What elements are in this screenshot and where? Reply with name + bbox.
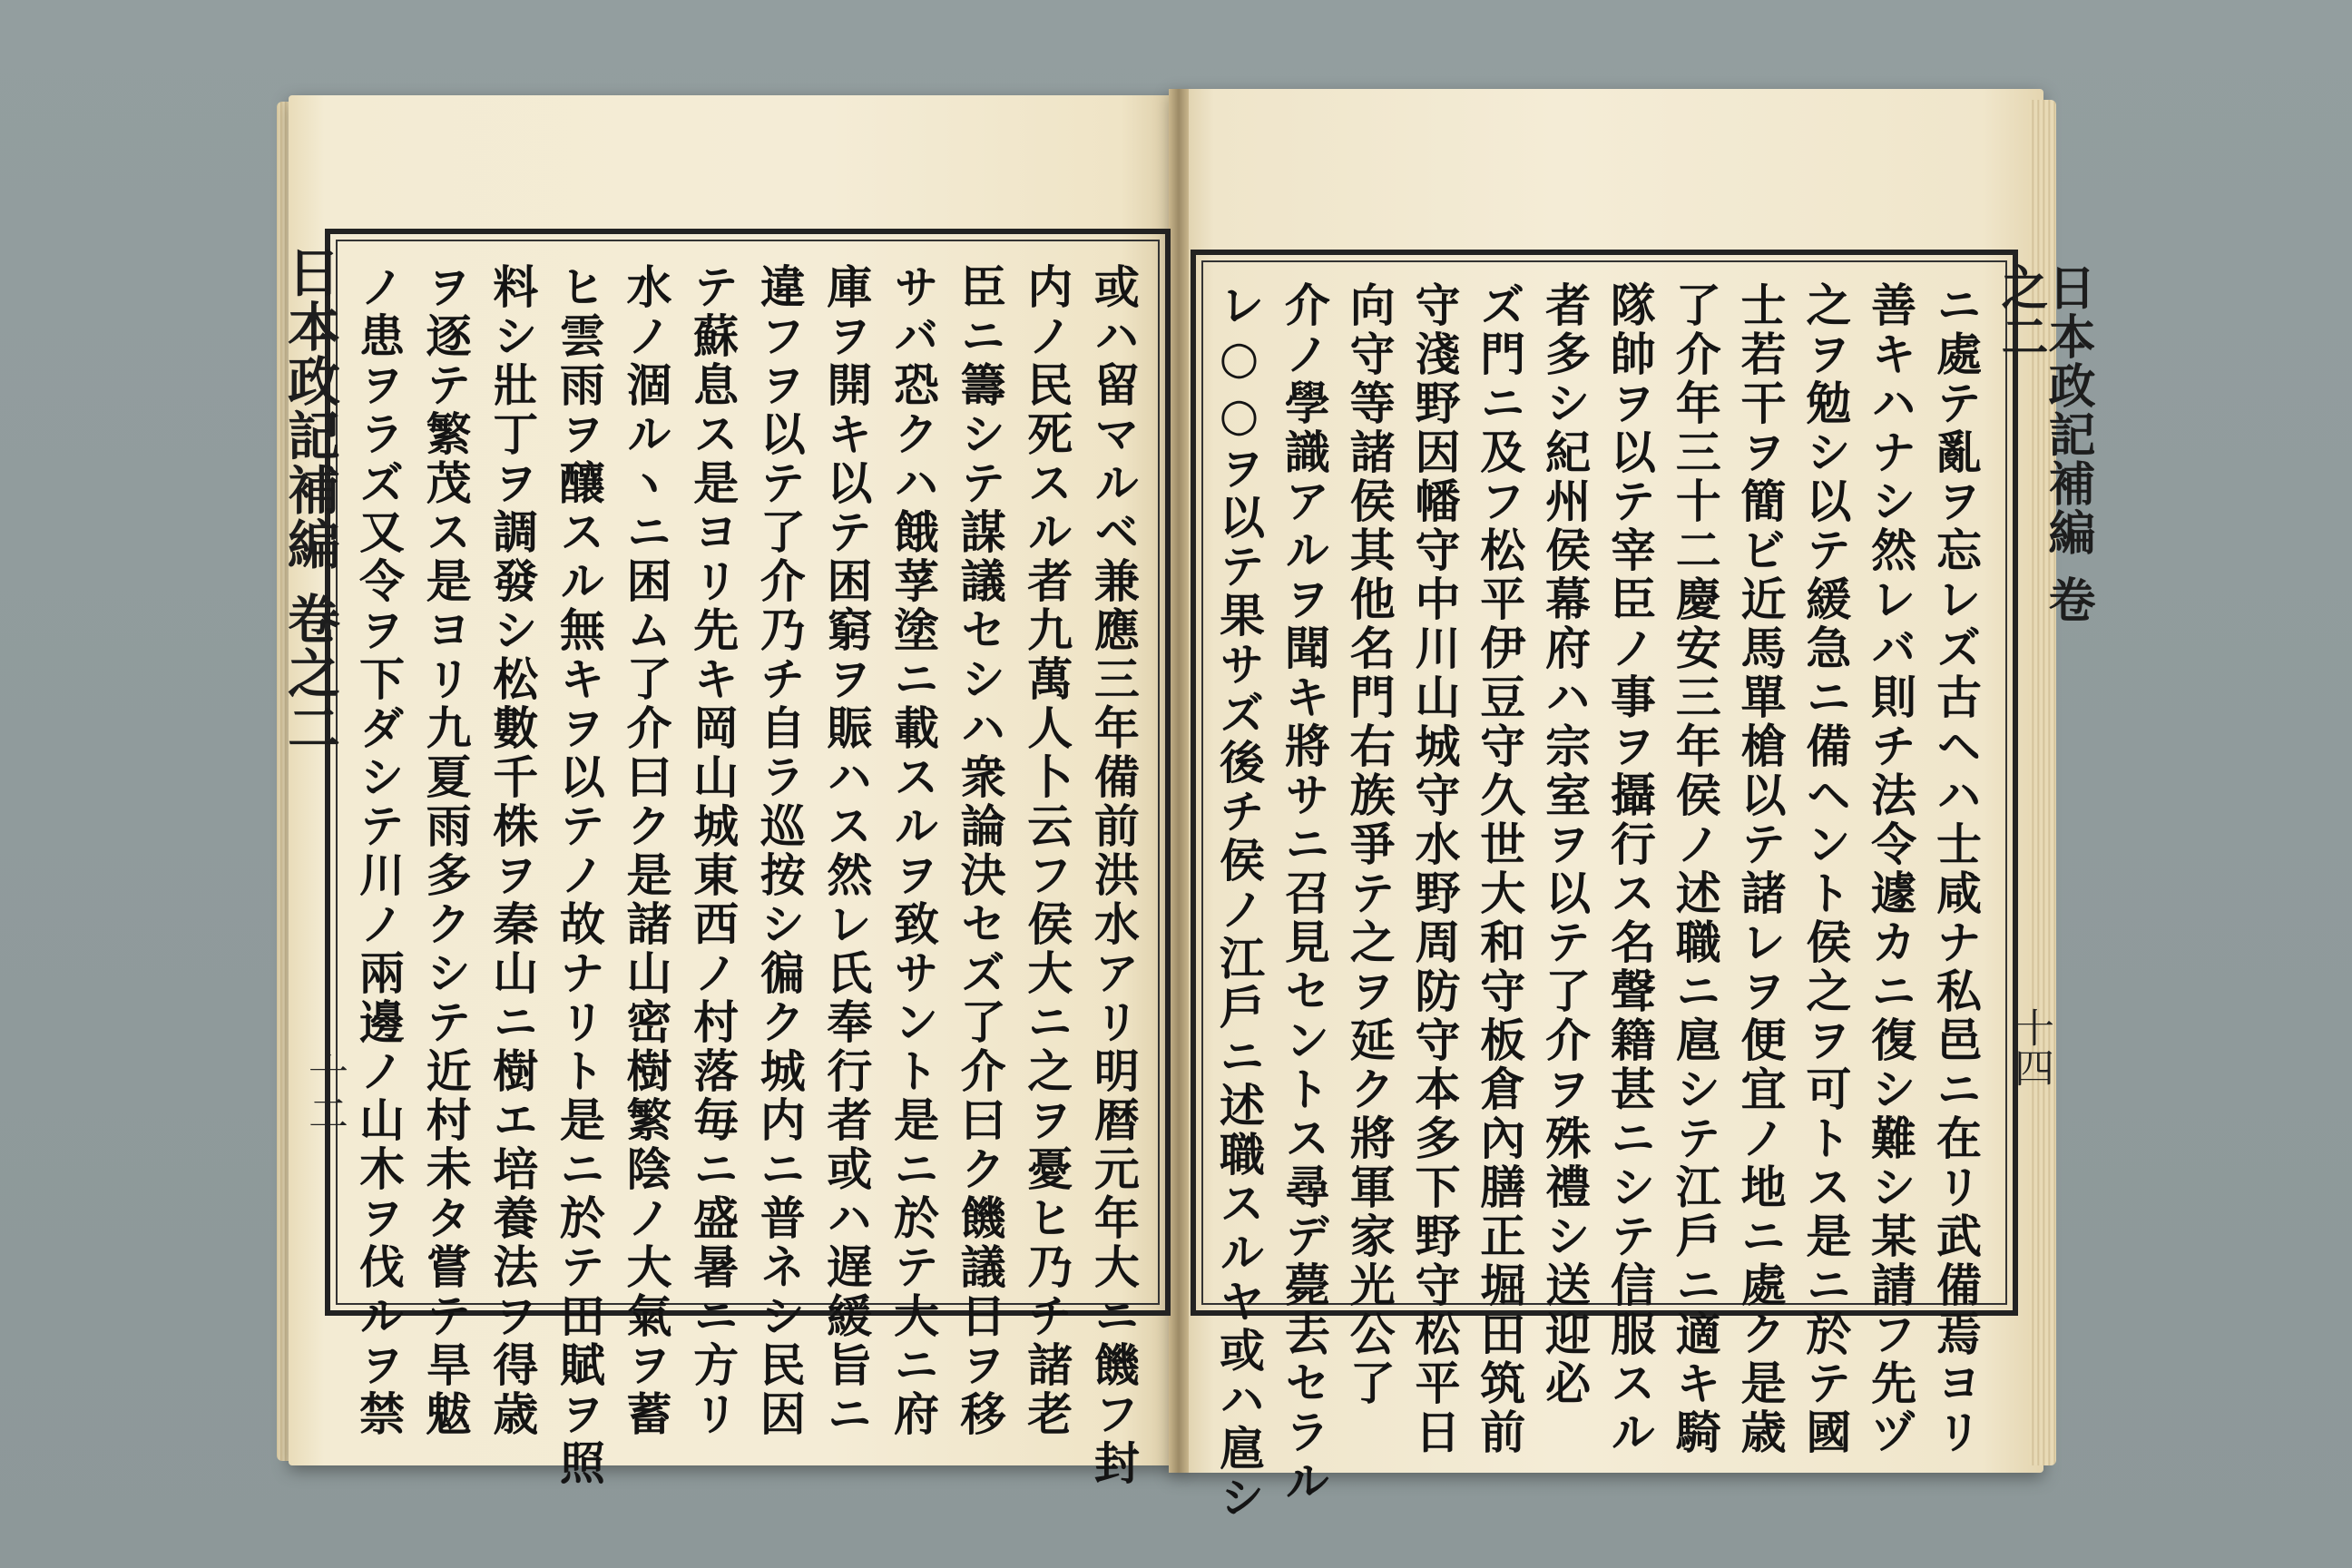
text-column: 或ハ留マルベ兼應三年備前洪水アリ明暦元年大ニ饑フ封 <box>1086 263 1141 1488</box>
left-margin-title: 日本政記補編 卷之二 <box>279 245 340 756</box>
text-column: 水ノ涸ルヽニ困ム了介曰ク是諸山密樹繁陰ノ大氣ヲ蓄 <box>619 263 673 1439</box>
text-column: 者多シ紀州侯幕府ハ宗室ヲ以テ了介ヲ殊禮シ送迎必 <box>1538 281 1592 1408</box>
text-column: 善キハナシ然レバ則チ法令遽カニ復シ難シ某請フ先ヅ <box>1864 281 1918 1457</box>
text-column: 料シ壯丁ヲ調發シ松數千株ヲ秦山ニ樹エ培養法ヲ得歳 <box>485 263 540 1439</box>
text-column: 内ノ民死スル者九萬人卜云フ侯大ニ之ヲ憂ヒ乃チ諸老 <box>1020 263 1074 1439</box>
text-column: 臣ニ籌シテ謀議セシハ衆論決セズ了介曰ク饑議日ヲ移 <box>953 263 1007 1439</box>
text-column: ズ門ニ及フ松平伊豆守久世大和守板倉內膳正堀田筑前 <box>1473 281 1527 1457</box>
text-column: 隊帥ヲ以テ宰臣ノ事ヲ攝行ス名聲籍甚ニシテ信服スル <box>1602 281 1657 1457</box>
text-column: テ蘇息ス是ヨリ先キ岡山城東西ノ村落毎ニ盛暑ニ方リ <box>686 263 740 1439</box>
left-folio: 十二 <box>301 1053 348 1132</box>
text-column: 庫ヲ開キ以テ困窮ヲ賑ハス然レ氏奉行者或ハ遅緩旨ニ <box>819 263 874 1439</box>
text-column: ヒ雲雨ヲ釀スル無キヲ以テノ故ナリト是ニ於テ田賦ヲ照 <box>552 263 606 1488</box>
text-column: 違フヲ以テ了介乃チ自ラ巡按シ徧ク城内ニ普ネシ民因 <box>752 263 807 1439</box>
text-column: ヲ逐テ繁茂ス是ヨリ九夏雨多クシテ近村未タ嘗テ旱魃 <box>418 263 473 1439</box>
text-column: ノ患ヲラズ又令ヲ下ダシテ川ノ兩邊ノ山木ヲ伐ルヲ禁 <box>352 263 406 1439</box>
text-column: 守淺野因幡守中川山城守水野周防守本多下野守松平日 <box>1407 281 1462 1457</box>
right-margin-title: 日本政記補編 卷之二 <box>1993 263 2095 625</box>
text-column: サバ恐クハ餓莩塗ニ載スルヲ致サント是ニ於テ大ニ府 <box>887 263 940 1439</box>
book-gutter <box>1169 89 1189 1473</box>
text-column: ニ處テ亂ヲ忘レズ古ヘハ士咸ナ私邑ニ在リ武備焉ヨリ <box>1928 281 1983 1457</box>
text-column: 士若干ヲ簡ビ近馬單槍以テ諸レヲ便宜ノ地ニ處ク是歳 <box>1733 281 1788 1457</box>
text-column: 向守等諸侯其他名門右族爭テ之ヲ延ク將軍家光公了 <box>1342 281 1396 1408</box>
text-column: 了介年三十二慶安三年侯ノ述職ニ扈シテ江戶ニ適キ騎 <box>1668 281 1722 1457</box>
left-text-block <box>352 263 1141 1488</box>
text-column: 介ノ學識アルヲ聞キ將サニ召見セントス尋デ薨去セラル <box>1277 281 1331 1506</box>
text-column: 之ヲ勉シ以テ緩急ニ備ヘント侯之ヲ可トス是ニ於テ國 <box>1798 281 1853 1457</box>
text-column: レ○○ヲ以テ果サズ後チ侯ノ江戶ニ述職スルヤ或ハ扈シ <box>1212 281 1266 1523</box>
right-text-block <box>1212 281 1983 1523</box>
right-folio: 十四 <box>2007 1007 2053 1087</box>
